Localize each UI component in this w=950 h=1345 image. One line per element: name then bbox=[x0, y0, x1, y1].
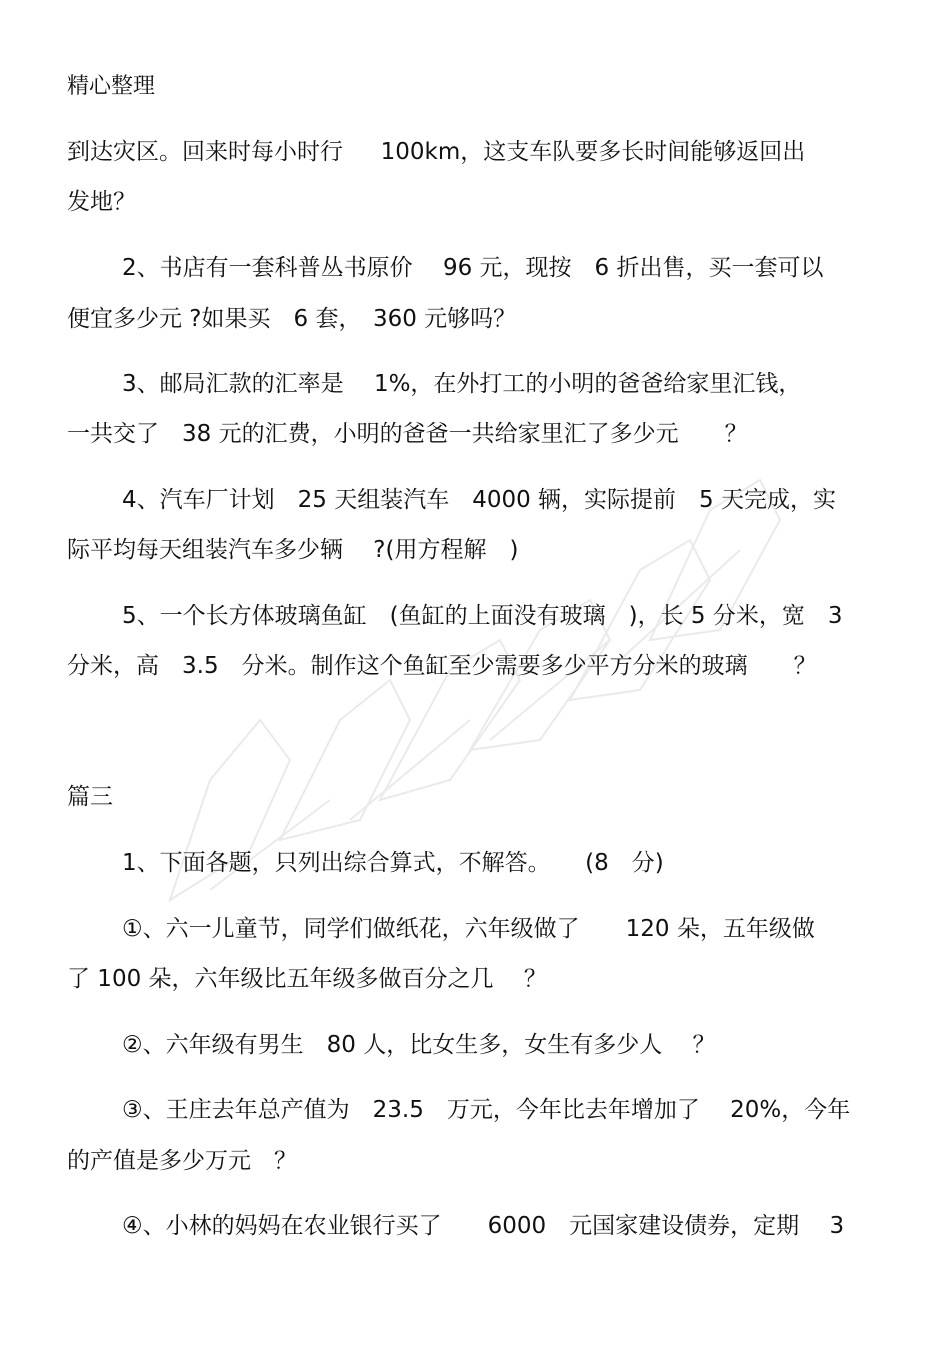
text-line: 5、一个长方体玻璃鱼缸 (鱼缸的上面没有玻璃 )，长 5 分米，宽 3 bbox=[122, 603, 843, 629]
text-line: ②、六年级有男生 80 人，比女生多，女生有多少人 ？ bbox=[122, 1032, 716, 1058]
text-line: 到达灾区。回来时每小时行 100km，这支车队要多长时间能够返回出 bbox=[67, 139, 806, 165]
text-line: 发地？ bbox=[67, 189, 136, 215]
text-line: 际平均每天组装汽车多少辆 ?(用方程解 ) bbox=[67, 537, 519, 563]
text-line: 2、书店有一套科普丛书原价 96 元，现按 6 折出售，买一套可以 bbox=[122, 255, 824, 281]
text-line: ①、六一儿童节，同学们做纸花，六年级做了 120 朵，五年级做 bbox=[122, 916, 815, 942]
page-header: 精心整理 bbox=[67, 74, 156, 99]
text-line: 1、下面各题，只列出综合算式，不解答。 (8 分) bbox=[122, 850, 664, 876]
text-line: 3、邮局汇款的汇率是 1%，在外打工的小明的爸爸给家里汇钱， bbox=[122, 371, 802, 397]
text-line: 的产值是多少万元 ？ bbox=[67, 1148, 297, 1174]
section-title: 篇三 bbox=[67, 784, 113, 810]
text-line: 分米，高 3.5 分米。制作这个鱼缸至少需要多少平方分米的玻璃 ？ bbox=[67, 653, 817, 679]
text-line: ③、王庄去年总产值为 23.5 万元，今年比去年增加了 20%，今年 bbox=[122, 1097, 851, 1123]
text-line: 便宜多少元 ?如果买 6 套， 360 元够吗？ bbox=[67, 306, 517, 332]
text-line: 4、汽车厂计划 25 天组装汽车 4000 辆，实际提前 5 天完成，实 bbox=[122, 487, 836, 513]
text-line: ④、小林的妈妈在农业银行买了 6000 元国家建设债券，定期 3 bbox=[122, 1213, 845, 1239]
text-line: 一共交了 38 元的汇费，小明的爸爸一共给家里汇了多少元 ？ bbox=[67, 421, 748, 447]
text-line: 了 100 朵，六年级比五年级多做百分之几 ？ bbox=[67, 966, 547, 992]
